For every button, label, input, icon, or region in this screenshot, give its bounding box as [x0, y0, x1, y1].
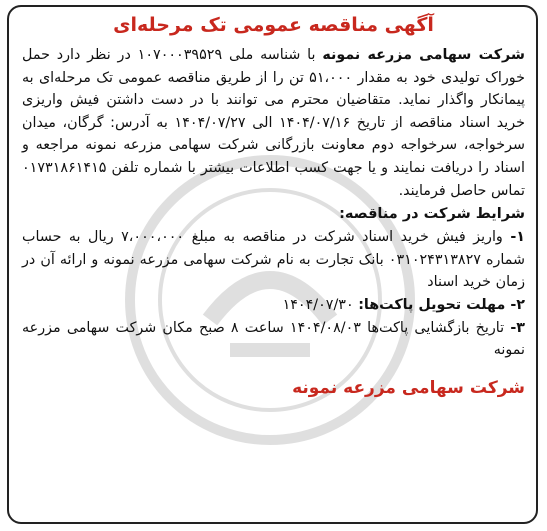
- condition-3-text: تاریخ بازگشایی پاکت‌ها ۱۴۰۴/۰۸/۰۳ ساعت ۸ صبح مکان شرکت سهامی مزرعه نمونه: [22, 319, 525, 359]
- condition-item-1: [22, 226, 525, 294]
- notice-title: آگهی مناقصه عمومی تک مرحله‌ای: [113, 14, 434, 36]
- conditions-heading: شرایط شرکت در مناقصه:: [339, 206, 525, 223]
- condition-2-text: ۱۴۰۴/۰۷/۳۰: [282, 296, 359, 313]
- condition-3-number: ۳-: [510, 319, 525, 336]
- condition-2-label: ۲- مهلت تحویل پاکت‌ها:: [358, 296, 525, 313]
- condition-item-2: [22, 294, 525, 317]
- condition-1-number: ۱-: [510, 229, 525, 246]
- condition-item-3: [22, 317, 525, 362]
- intro-paragraph: [22, 44, 525, 202]
- intro-text: با شناسه ملی ۱۰۷۰۰۰۳۹۵۲۹ در نظر دارد حمل خوراک تولیدی خود به مقدار ۵۱،۰۰۰ تن را از طریق مناقصه عمومی تک مرحله‌ای به پیمانکار واگذار نماید. متقاضیان محترم می توانند با در دست داشتن فیش واریزی خرید اسناد مناقصه از تاریخ ۱۴۰۴/۰۷/۱۶ الی ۱۴۰۴/۰۷/۲۷ به آدرس: گرگان، میدان سرخواجه، سرخواجه دوم معاونت بازرگانی شرکت سهامی مزرعه نمونه مراجعه و اسناد را دریافت نمایند و یا جهت کسب اطلاعات بیشتر با شماره تلفن ۰۱۷۳۱۸۶۱۴۱۵ تماس حاصل فرمایند.: [22, 47, 525, 199]
- company-name: شرکت سهامی مزرعه نمونه: [322, 47, 525, 63]
- condition-1-text: واریز فیش خرید اسناد شرکت در مناقصه به مبلغ ۷،۰۰۰،۰۰۰ ریال به حساب شماره ۰۳۱۰۲۴۳۱۳۸۲۷ بانک تجارت به نام شرکت سهامی مزرعه نمونه و ارائه آن در زمان خرید اسناد: [22, 229, 525, 291]
- footer-signature: شرکت سهامی مزرعه نمونه: [292, 377, 525, 398]
- notice-content: [22, 12, 525, 400]
